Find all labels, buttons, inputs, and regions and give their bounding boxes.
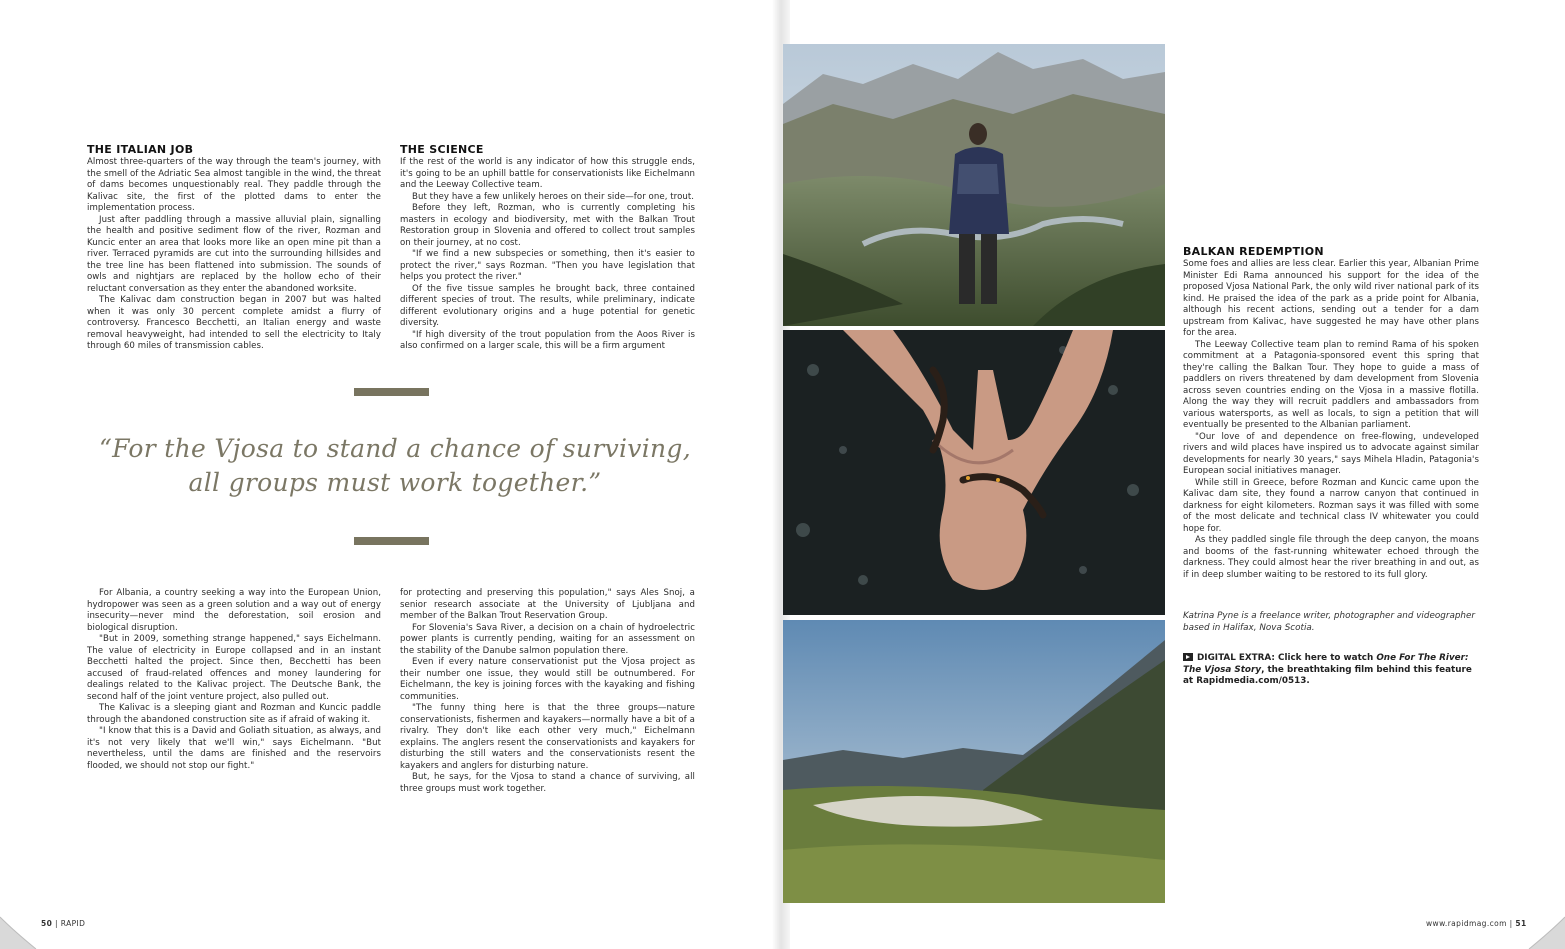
body-paragraph: While still in Greece, before Rozman and Kuncic came upon the Kalivac dam site, they found a narrow canyon that continued in darkness for eight kilometers. Rozman says it was filled with some of the most delicate and technical class IV whitewater you could hope for. (1183, 477, 1479, 534)
body-paragraph: Some foes and allies are less clear. Earlier this year, Albanian Prime Minister Edi Rama announced his support for the idea of the proposed Vjosa National Park, the only wild river national park of its kind. He praised the idea of the park as a pride point for Albania, although his recent actions, sending out a tender for a dam upstream from Kalivac, have suggested he may have other plans for the area. (1183, 259, 1479, 338)
pullquote-bar-bottom (354, 537, 429, 545)
lower-left-column (87, 588, 381, 772)
body-paragraph: "Our love of and dependence on free-flowing, undeveloped rivers and wild places have inspired us to advocate against similar developments for nearly 30 years," says Mihela Hladin, Patagonia's European social initiatives manager. (1183, 431, 1479, 476)
folio-separator: | (1509, 919, 1513, 928)
body-paragraph: If the rest of the world is any indicator of how this struggle ends, it's going to be an uphill battle for conservationists like Eichelmann and the Leeway Collective team. (400, 157, 695, 190)
mountain-valley-photo (783, 44, 1165, 326)
body-paragraph: For Albania, a country seeking a way into the European Union, hydropower was seen as a green solution and a way out of energy insecurity—never mind the deforestation, soil erosion and biological disruption. (87, 588, 381, 633)
body-paragraph: As they paddled single file through the deep canyon, the moans and booms of the fast-running whitewater echoed through the darkness. They could almost hear the river breathing in and out, as if in deep slumber waiting to be restored to its full glory. (1183, 535, 1479, 580)
body-paragraph: "But in 2009, something strange happened," says Eichelmann. The value of electricity in Europe collapsed and in an instant Becchetti halted the project. Since then, Becchetti has been accused of fraud-related offences and money laundering for dealings related to the Kalivac project. The Deutsche Bank, the second half of the joint venture project, also pulled out. (87, 634, 381, 702)
body-paragraph: Of the five tissue samples he brought back, three contained different species of trout. The results, while preliminary, indicate different evolutionary origins and a huge potential for genetic diversity. (400, 283, 695, 328)
body-paragraph: "The funny thing here is that the three groups—nature conservationists, fishermen and kayakers—normally have a bit of a rivalry. They don't like each other very much," Eichelmann explains. The anglers resent the conservationists and kayakers for disturbing the still waters and the conservationists resent the kayakers and anglers for disturbing nature. (400, 703, 695, 771)
body-paragraph: "I know that this is a David and Goliath situation, as always, and it's not very likely that we'll win," says Eichelmann. "But nevertheless, until the dams are finished and the reservoirs flooded, we should not stop our fight." (87, 726, 381, 771)
section-heading: THE ITALIAN JOB (87, 143, 194, 156)
section-heading: BALKAN REDEMPTION (1183, 245, 1324, 258)
body-paragraph: For Slovenia's Sava River, a decision on a chain of hydroelectric power plants is currently pending, waiting for an assessment on the stability of the Danube salmon population there. (400, 622, 695, 656)
film-title: One For The River: The Vjosa Story (1183, 653, 1469, 675)
author-bio: Katrina Pyne is a freelance writer, photographer and videographer based in Halifax, Nova Scotia. (1183, 611, 1476, 633)
video-play-icon (1183, 653, 1193, 661)
body-paragraph: Even if every nature conservationist put the Vjosa project as their number one issue, they would still be outnumbered. For Eichelmann, the key is joining forces with the kayaking and fishing communities. (400, 657, 695, 702)
body-paragraph: The Kalivac is a sleeping giant and Rozman and Kuncic paddle through the abandoned construction site as if afraid of waking it. (87, 703, 381, 725)
left-folio (41, 919, 85, 928)
body-paragraph: "If we find a new subspecies or something, then it's easier to protect the river," says Rozman. "Then you have legislation that helps you protect the river." (400, 249, 695, 282)
hands-holding-salamanders-photo (783, 330, 1165, 615)
body-paragraph: But they have a few unlikely heroes on their side—for one, trout. (412, 191, 695, 202)
body-paragraph: But, he says, for the Vjosa to stand a chance of surviving, all three groups must work together. (400, 772, 695, 794)
section-heading: THE SCIENCE (400, 143, 484, 156)
italian-job-section (87, 144, 381, 353)
body-paragraph: Before they left, Rozman, who is currently completing his masters in ecology and biodiversity, met with the Balkan Trout Restoration group in Slovenia and offered to collect trout samples on their journey, at no cost. (400, 203, 695, 248)
digital-extra-text: Click here to watch (1274, 653, 1377, 663)
body-paragraph: The Kalivac dam construction began in 2007 but was halted when it was only 30 percent complete amidst a flurry of controversy. Francesco Becchetti, an Italian energy and waste removal heavyweight, had intended to sell the electricity to Italy through 60 miles of transmission cables. (87, 295, 381, 351)
page-number: 50 (41, 919, 53, 928)
folio-separator: | (55, 919, 58, 928)
body-paragraph: for protecting and preserving this population," says Ales Snoj, a senior research associate at the University of Ljubljana and member of the Balkan Trout Reservation Group. (400, 588, 695, 621)
right-folio (1426, 919, 1527, 928)
body-paragraph: Just after paddling through a massive alluvial plain, signalling the health and positive sediment flow of the river, Rozman and Kuncic enter an area that looks more like an open mine pit than a river. Terraced pyramids are cut into the surrounding hillsides and the tree line has been flattened into submission. The sounds of owls and nightjars are replaced by the hollow echo of their reluctant conversation as they enter the abandoned worksite. (87, 214, 381, 294)
body-paragraph: "If high diversity of the trout population from the Aoos River is also confirmed on a larger scale, this will be a firm argument (400, 329, 695, 351)
folio-section: RAPID (60, 919, 86, 928)
digital-extra-link[interactable] (1183, 653, 1480, 688)
digital-extra-label: DIGITAL EXTRA: (1197, 653, 1275, 663)
page-number: 51 (1515, 919, 1527, 928)
lower-right-column (400, 588, 695, 795)
pullquote (95, 432, 695, 500)
page-curl-bottom-left-icon[interactable] (0, 909, 40, 949)
folio-url: www.rapidmag.com (1426, 919, 1507, 928)
body-paragraph: The Leeway Collective team plan to remind Rama of his spoken commitment at a Patagonia-sponsored event this spring that they're calling the Balkan Tour. They hope to guide a mass of paddlers on rivers threatened by dam development from Slovenia across seven countries ending on the Vjosa in a massive flotilla. Along the way they will recruit paddlers and ambassadors from various watersports, as well as locals, to sign a petition that will eventually be presented to the Albanian parliament. (1183, 339, 1479, 430)
science-section (400, 144, 695, 353)
pullquote-line: “For the Vjosa to stand a chance of surviving, (99, 434, 691, 463)
page-curl-bottom-right-icon[interactable] (1525, 909, 1565, 949)
river-plain-landscape-photo (783, 620, 1165, 903)
pullquote-line: all groups must work together.” (188, 468, 602, 497)
balkan-redemption-section (1183, 246, 1479, 581)
pullquote-bar-top (354, 388, 429, 396)
body-paragraph: Almost three-quarters of the way through the team's journey, with the smell of the Adriatic Sea almost tangible in the wind, the threat of dams becomes unquestionably real. They paddle through the Kalivac site, the first of the plotted dams to enter the implementation process. (87, 157, 381, 213)
digital-extra-text: , the breathtaking film behind this feature at Rapidmedia.com/0513. (1183, 664, 1472, 686)
